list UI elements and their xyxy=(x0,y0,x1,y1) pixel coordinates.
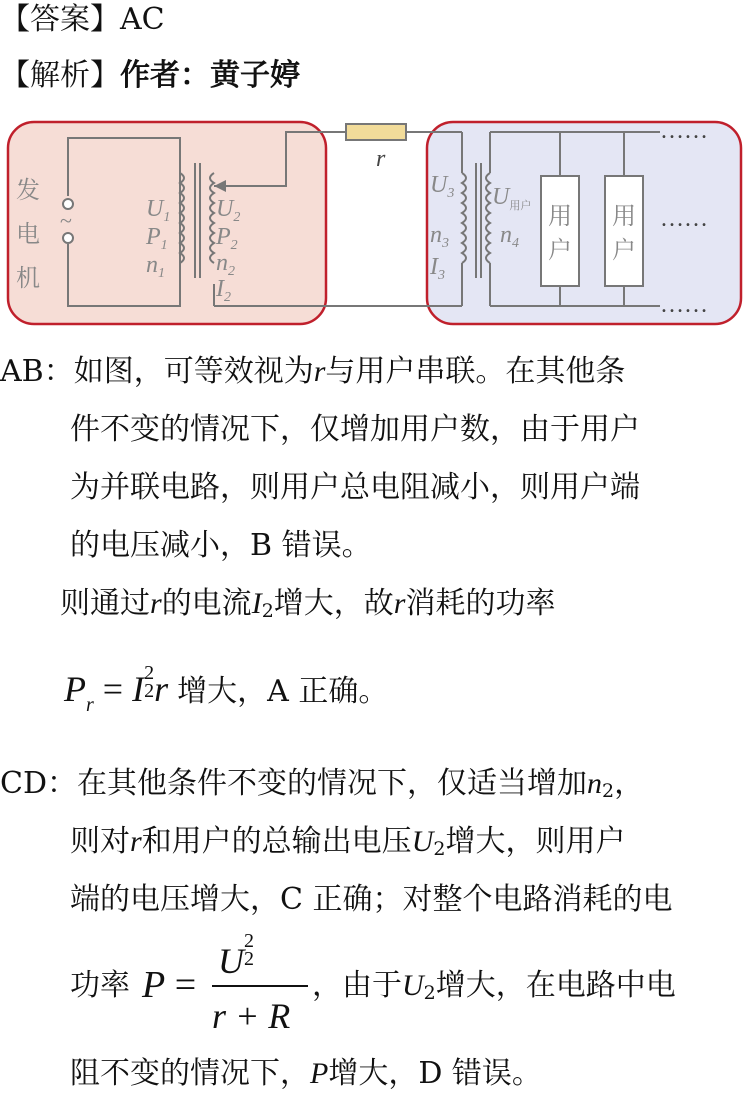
n3-label: $n_3$ xyxy=(430,222,449,251)
n4-label: $n_4$ xyxy=(500,222,519,251)
i2-label: $I_2$ xyxy=(216,276,231,305)
user-box-2 xyxy=(605,176,643,286)
var-n2-sub: 2 xyxy=(602,780,615,802)
cd-line-2: 则对r和用户的总输出电压$U_2$增大，则用户 xyxy=(70,824,626,860)
ab-label: AB： xyxy=(0,354,74,389)
ab-text: 的电流 xyxy=(161,586,252,621)
var-r: r xyxy=(150,587,162,620)
generator-char-2: 电 xyxy=(16,222,40,248)
n2-label: $n_2$ xyxy=(216,250,235,279)
ab-line-3: 为并联电路，则用户总电阻减小，则用户端 xyxy=(70,470,640,505)
ab-line-5 xyxy=(60,584,555,631)
ac-symbol: ~ xyxy=(60,208,72,233)
cd-line-4a: 功率 xyxy=(70,968,130,1003)
p1-label: $P_1$ xyxy=(146,224,168,253)
p2-label: $P_2$ xyxy=(216,224,238,253)
answer-line xyxy=(0,0,165,40)
ab-text: 消耗的功率 xyxy=(405,586,556,621)
var-r: r xyxy=(393,587,406,620)
var-i2-sub: 2 xyxy=(261,600,274,622)
var-r: r xyxy=(130,825,142,858)
fraction-bar xyxy=(212,985,308,987)
analysis-line xyxy=(0,56,300,96)
var-i2: I xyxy=(251,587,262,620)
author-label: 作者： xyxy=(120,58,210,93)
var-u2: U xyxy=(402,969,424,1002)
cd-line-3: 端的电压增大，C 正确；对整个电路消耗的电 xyxy=(70,882,673,917)
cd-label: CD： xyxy=(0,766,78,801)
user-2-char-2: 户 xyxy=(612,238,636,264)
formula-denominator: r + R xyxy=(212,996,291,1036)
answer-value: AC xyxy=(120,2,165,37)
author-name: 黄子婷 xyxy=(210,58,300,93)
generator-char-1: 发 xyxy=(16,178,40,204)
formula-pr: $P_r = I2$ 2r 增大，A 正确。 xyxy=(64,662,389,716)
resistor-label: r xyxy=(376,146,386,172)
ab-line-2: 件不变的情况下，仅增加用户数，由于用户 xyxy=(70,412,640,447)
ellipsis-bottom: …… xyxy=(660,292,708,318)
generator-char-3: 机 xyxy=(16,266,40,292)
ab-line-4: 的电压减小，B 错误。 xyxy=(70,528,372,563)
n1-label: $n_1$ xyxy=(146,252,165,281)
ellipsis-middle: …… xyxy=(660,206,708,232)
user-1-char-1: 用 xyxy=(548,204,572,230)
analysis-label: 【解析】 xyxy=(0,58,120,93)
ab-line-6: 增大，A 正确。 xyxy=(177,674,389,709)
cd-line-1: CD：在其他条件不变的情况下，仅适当增加$n_2$， xyxy=(0,766,645,802)
var-r: r xyxy=(313,355,326,388)
ellipsis-top: …… xyxy=(660,118,708,144)
u3-label: $U_3$ xyxy=(430,172,455,201)
var-n2: n xyxy=(587,767,603,800)
ab-text: 如图，可等效视为 xyxy=(73,354,314,389)
var-p: P xyxy=(310,1057,329,1090)
ab-text: 则通过 xyxy=(60,586,150,621)
user-2-char-1: 用 xyxy=(612,204,636,230)
cd-line-5: 阻不变的情况下，P增大，D 错误。 xyxy=(70,1056,542,1091)
cd-line-4b: ，由于$U_2$增大，在电路中电 xyxy=(312,968,676,1004)
ab-text: 与用户串联。在其他条 xyxy=(325,354,626,389)
ab-text: 增大，故 xyxy=(273,586,394,621)
formula-numerator: U2 2 xyxy=(218,930,254,981)
u-user-label: $U_{用户}$ xyxy=(492,184,532,212)
user-1-char-2: 户 xyxy=(548,238,572,264)
cd-text: 在其他条件不变的情况下，仅适当增加 xyxy=(77,766,588,801)
u1-label: $U_1$ xyxy=(146,196,171,225)
formula-p-lhs: P = xyxy=(142,964,197,1006)
i3-label: $I_3$ xyxy=(430,254,445,283)
u2-label: $U_2$ xyxy=(216,196,241,225)
var-u2: U xyxy=(411,825,434,858)
user-box-1 xyxy=(541,176,579,286)
answer-label: 【答案】 xyxy=(0,2,120,37)
resistor-r xyxy=(346,124,406,140)
ab-line-1 xyxy=(0,352,625,392)
circuit-diagram xyxy=(0,118,749,332)
